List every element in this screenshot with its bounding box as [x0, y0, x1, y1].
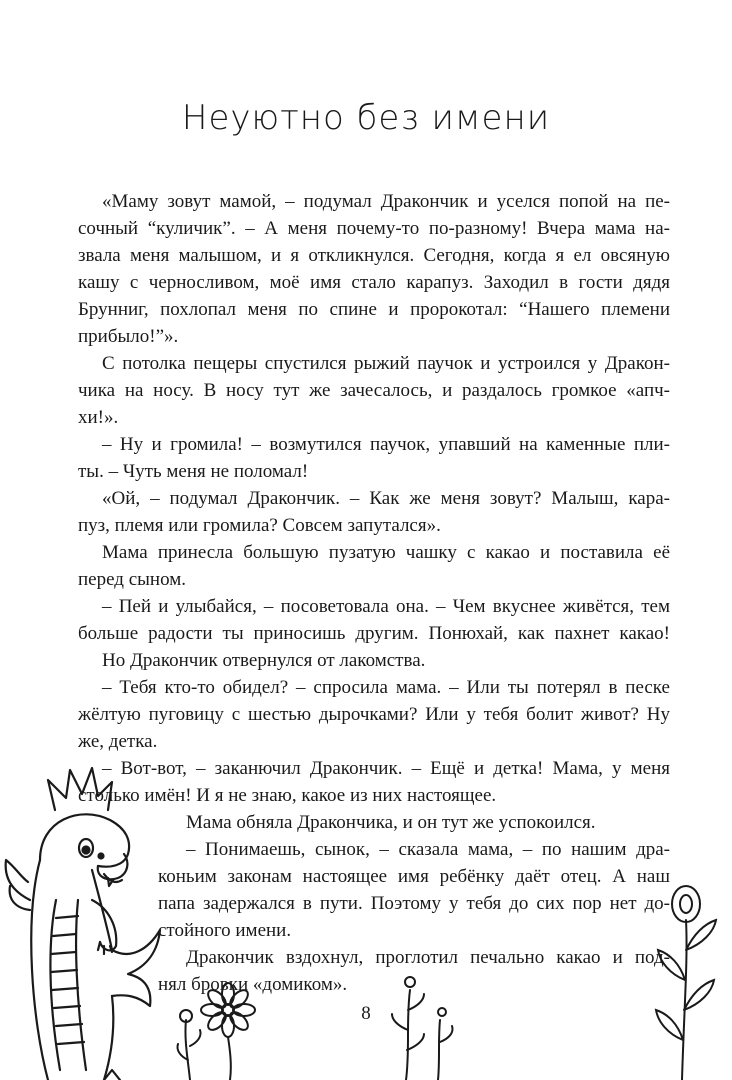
text-line: хи!». — [78, 407, 119, 428]
text-line: Мама принесла большую пузатую чашку с какао и поставила её — [102, 542, 670, 563]
page-title: Неуютно без имени — [181, 98, 551, 138]
branch-illustration — [642, 880, 732, 1080]
text-line: нял бровки «домиком». — [158, 974, 348, 995]
text-line: папа задержался в пути. Поэтому у тебя до сих пор нет до- — [158, 893, 670, 914]
text-line: – Понимаешь, сынок, – сказала мама, – по нашим дра- — [186, 839, 670, 860]
text-line: – Ну и громила! – возмутился паучок, упавший на каменные пли- — [102, 434, 670, 455]
text-line: – Тебя кто-то обидел? – спросила мама. – Или ты потерял в песке — [102, 677, 670, 698]
text-line: Мама обняла Дракончика, и он тут же успокоился. — [186, 812, 596, 833]
text-line: сочный “куличик”. – А меня почему-то по-разному! Вчера мама на- — [78, 218, 670, 239]
text-line: столько имён! И я не знаю, какое из них настоящее. — [78, 785, 497, 806]
text-line: прибыло!”». — [78, 326, 179, 347]
text-line: «Ой, – подумал Дракончик. – Как же меня зовут? Малыш, кара- — [102, 488, 670, 509]
text-line: больше радости ты приносишь другим. Понюхай, как пахнет какао! — [78, 623, 670, 644]
text-line: жёлтую пуговицу с шестью дырочками? Или у тебя болит живот? Ну — [78, 704, 670, 725]
text-line: Но Дракончик отвернулся от лакомства. — [102, 650, 426, 671]
text-line: Дракончик вздохнул, проглотил печально какао и под- — [186, 947, 670, 968]
text-line: коньим законам настоящее имя ребёнку даёт отец. А наш — [158, 866, 670, 887]
text-line: пуз, племя или громила? Совсем запутался». — [78, 515, 441, 536]
body-text — [78, 188, 670, 809]
text-line: ты. – Чуть меня не поломал! — [78, 461, 309, 482]
text-line: перед сыном. — [78, 569, 186, 590]
text-line: С потолка пещеры спустился рыжий паучок и устроился у Дракон- — [102, 353, 670, 374]
text-line: «Маму зовут мамой, – подумал Дракончик и уселся попой на пе- — [102, 191, 670, 212]
text-line: – Вот-вот, – заканючил Дракончик. – Ещё и детка! Мама, у меня — [102, 758, 670, 779]
dragon-illustration — [0, 750, 170, 1080]
text-line: кашу с черносливом, моё имя стало карапуз. Заходил в гости дядя — [78, 272, 670, 293]
flower-illustration — [170, 950, 470, 1080]
text-line: Брунниг, похлопал меня по спине и пророкотал: “Нашего племени — [78, 299, 670, 320]
text-line: – Пей и улыбайся, – посоветовала она. – Чем вкуснее живётся, тем — [102, 596, 670, 617]
page-number: 8 — [361, 1003, 371, 1024]
text-line: стойного имени. — [158, 920, 292, 941]
text-line: же, детка. — [78, 731, 158, 752]
text-line: чика на носу. В носу тут же зачесалось, и раздалось громкое «апч- — [78, 380, 670, 401]
text-line: звала меня малышом, и я откликнулся. Сегодня, когда я ел овсяную — [78, 245, 670, 266]
